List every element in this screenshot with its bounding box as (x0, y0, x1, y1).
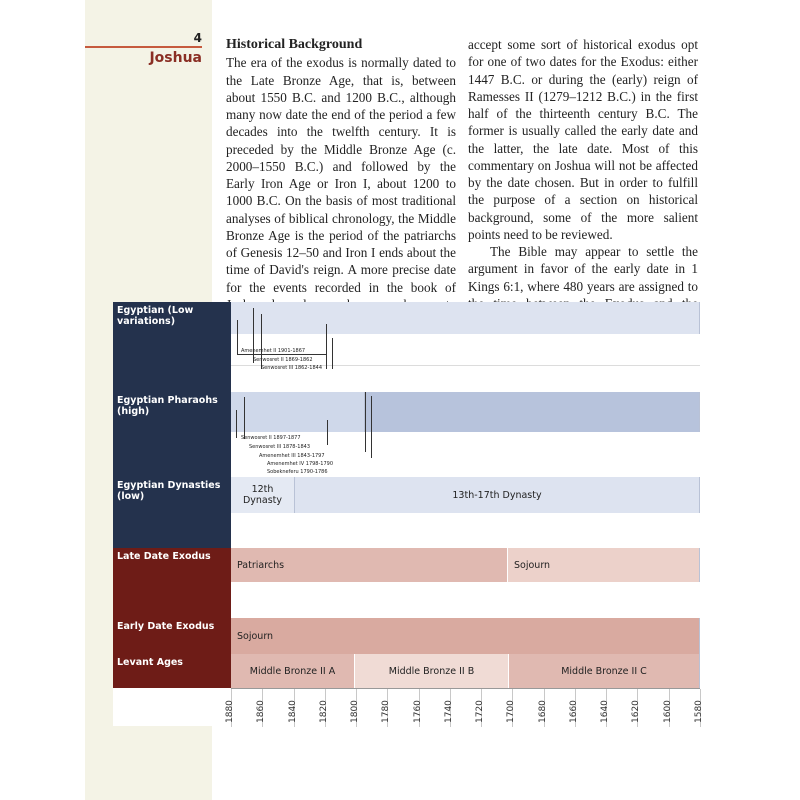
bar-sojourn-late: Sojourn (508, 548, 700, 582)
annotation-high-4: Sobekneferu 1790-1786 (267, 469, 328, 475)
bar-middle-bronze-iic: Middle Bronze II C (509, 654, 700, 688)
marker-line (244, 397, 245, 439)
marker-line (327, 420, 328, 445)
timeline-chart (113, 302, 704, 726)
axis-tick-label: 1860 (256, 700, 266, 723)
bar-patriarchs: Patriarchs (231, 548, 508, 582)
chapter-title: Joshua (149, 50, 202, 66)
timeline-axis (225, 688, 704, 727)
bar-sojourn-early: Sojourn (231, 618, 700, 654)
bar-middle-bronze-iia: Middle Bronze II A (231, 654, 355, 688)
row-label-late-exodus: Late Date Exodus (113, 548, 231, 618)
paragraph: The Bible may appear to settle the argument in favor of the early date in 1 Kings 6:1, where 480 years are assigned to (468, 244, 698, 294)
header-rule (85, 46, 202, 48)
marker-line (365, 392, 366, 452)
annotation-high-2: Amenemhet III 1843-1797 (259, 453, 325, 459)
axis-tick-label: 1820 (319, 700, 329, 723)
axis-tick-label: 1600 (663, 700, 673, 723)
annotation-high-1: Senwosret III 1878-1843 (249, 444, 311, 450)
axis-tick-label: 1700 (506, 700, 516, 723)
axis-tick-label: 1840 (288, 700, 298, 723)
bar-13th-17th-dynasty: 13th-17th Dynasty (295, 477, 700, 513)
annotation-low-0: Amenemhet II 1901-1867 (241, 348, 306, 354)
axis-tick-label: 1880 (225, 700, 235, 723)
axis-tick-label: 1720 (475, 700, 485, 723)
marker-line (237, 354, 327, 355)
section-heading: Historical Background (226, 37, 363, 52)
paragraph: The era of the exodus is normally dated to the Late Bronze Age, that is, between about 1550 B.C. and 1200 B.C., although many now date the end of the period a few decades into the twelfth century. It is preceded by the Middle Bronze Age (c. 2000–1550 B.C.) and followed by the Early Iron Age or Iron I, about 1200 to 1000 B.C. On the basis of most traditional analyses of biblical chronology, the Middle Bronze Age is the period of the patriarchs of Genesis 12–50 and Iron I ends about the time of David's reign. A more precise date for the events recorded in the book of (226, 55, 456, 295)
row-label-egyptian-high: Egyptian Pharaohs (high) (113, 392, 231, 477)
axis-tick-label: 1780 (381, 700, 391, 723)
annotation-high-3: Amenemhet IV 1798-1790 (267, 461, 334, 467)
bar-egyptian-low (231, 302, 700, 334)
bar-12th-dynasty: 12th Dynasty (231, 477, 295, 513)
marker-line (371, 396, 372, 458)
row-label-levant: Levant Ages (113, 654, 231, 688)
axis-tick-label: 1620 (631, 700, 641, 723)
row-label-dynasties: Egyptian Dynasties (low) (113, 477, 231, 548)
marker-line (332, 338, 333, 369)
paragraph: accept some sort of historical exodus opt for one of two dates for the Exodus: either 1447 B.C. or during the (early) reign of Ramesses II (1279–1212 B.C.) in the first half of the thirteenth century B.C. The former is usually called the early date and the latter, the late date. Most of this commentary on Joshua will not be affected by the date chosen. But in order to fulfill the purpose of a section on historical background, some of the more salient points need to be reviewed. (468, 37, 698, 242)
marker-line (236, 410, 237, 438)
text-column-1 (226, 36, 456, 348)
axis-tick-label: 1760 (413, 700, 423, 723)
bar-middle-bronze-iib: Middle Bronze II B (355, 654, 509, 688)
text-column-2 (468, 36, 698, 347)
axis-tick-label: 1680 (538, 700, 548, 723)
annotation-high-0: Senwosret II 1897-1877 (241, 435, 301, 441)
axis-tick-label: 1640 (600, 700, 610, 723)
row-label-early-exodus: Early Date Exodus (113, 618, 231, 654)
axis-tick-label: 1580 (694, 700, 704, 723)
marker-line (237, 320, 238, 354)
annotation-low-2: Senwosret III 1862-1844 (261, 365, 323, 371)
bar-egyptian-high-early (231, 392, 365, 432)
row-label-egyptian-low: Egyptian (Low variations) (113, 302, 231, 392)
axis-tick-label: 1800 (350, 700, 360, 723)
page-number: 4 (193, 31, 202, 45)
annotation-low-1: Senwosret II 1869-1862 (253, 357, 313, 363)
marker-line (326, 324, 327, 369)
axis-tick-label: 1740 (444, 700, 454, 723)
axis-tick-label: 1660 (569, 700, 579, 723)
